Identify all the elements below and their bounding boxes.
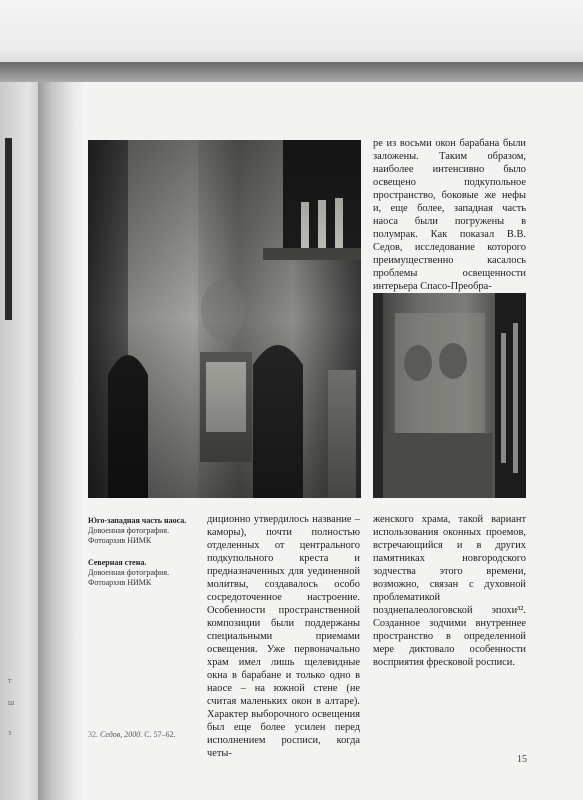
footnote-number: 32. bbox=[88, 730, 98, 739]
caption-title: Юго-западная часть наоса. bbox=[88, 516, 187, 525]
text-column-left-bottom bbox=[207, 513, 360, 760]
previous-page-mark: ш bbox=[8, 698, 15, 707]
previous-page-black-bar bbox=[5, 138, 12, 320]
footnote-pages: С. 57–62. bbox=[144, 730, 176, 739]
book-gutter-shadow bbox=[38, 82, 84, 800]
paragraph: ре из восьми окон барабана были заложены. Таким образом, наиболее интенсивно было освещено подкупольное пространство, боковые же нефы и, еще более, западная часть наоса были погружены в полумрак. Как показал В.В. Седов, исследование которого преимущественно касалось проблемы освещенности интерьера Спасо-Преобра- bbox=[373, 138, 526, 292]
page-number: 15 bbox=[517, 754, 527, 765]
caption-photo-north-wall bbox=[88, 558, 198, 588]
caption-photo-southwest bbox=[88, 516, 198, 546]
caption-line: Фотоархив НИМК bbox=[88, 536, 152, 545]
previous-page-mark: з bbox=[8, 728, 12, 737]
caption-line: Довоенная фотография. bbox=[88, 526, 170, 535]
caption-title: Северная стена. bbox=[88, 558, 147, 567]
previous-page-mark: т bbox=[8, 676, 12, 685]
caption-line: Довоенная фотография. bbox=[88, 568, 170, 577]
caption-line: Фотоархив НИМК bbox=[88, 578, 152, 587]
footnote bbox=[88, 730, 176, 739]
photo-southwest-naos-image bbox=[88, 140, 361, 498]
photo-southwest-naos bbox=[88, 140, 361, 498]
paragraph: женского храма, такой вариант использования оконных проемов, встречающийся и в других памятниках новгородского зодчества этого времени, возможно, связан с духовной проблематикой позднепалеологовской эпохи³². Созданное зодчими внутреннее пространство в определенной мере диктовало особенности восприятия фресковой росписи. bbox=[373, 514, 526, 668]
paragraph: диционно утвердилось название – каморы), почти полностью отделенных от центрального подкупольного креста и предназначенных для уединенной молитвы, создавалось особо сосредоточенное настроение. Особенности пространственной композиции были поддержаны специальными приемами освещения. Уже первоначально храм имел лишь щелевидные окна в барабане и только одно в наосе – на южной стене (не считая маленьких окон в алтаре). Характер выборочного освещения был еще более усилен перед исполнением росписи, когда четы- bbox=[207, 514, 360, 759]
photo-north-wall bbox=[373, 293, 526, 498]
photo-north-wall-image bbox=[373, 293, 526, 498]
text-column-right-top bbox=[373, 137, 526, 293]
text-column-right-bottom bbox=[373, 513, 526, 669]
footnote-author: Седов, 2000. bbox=[100, 730, 143, 739]
